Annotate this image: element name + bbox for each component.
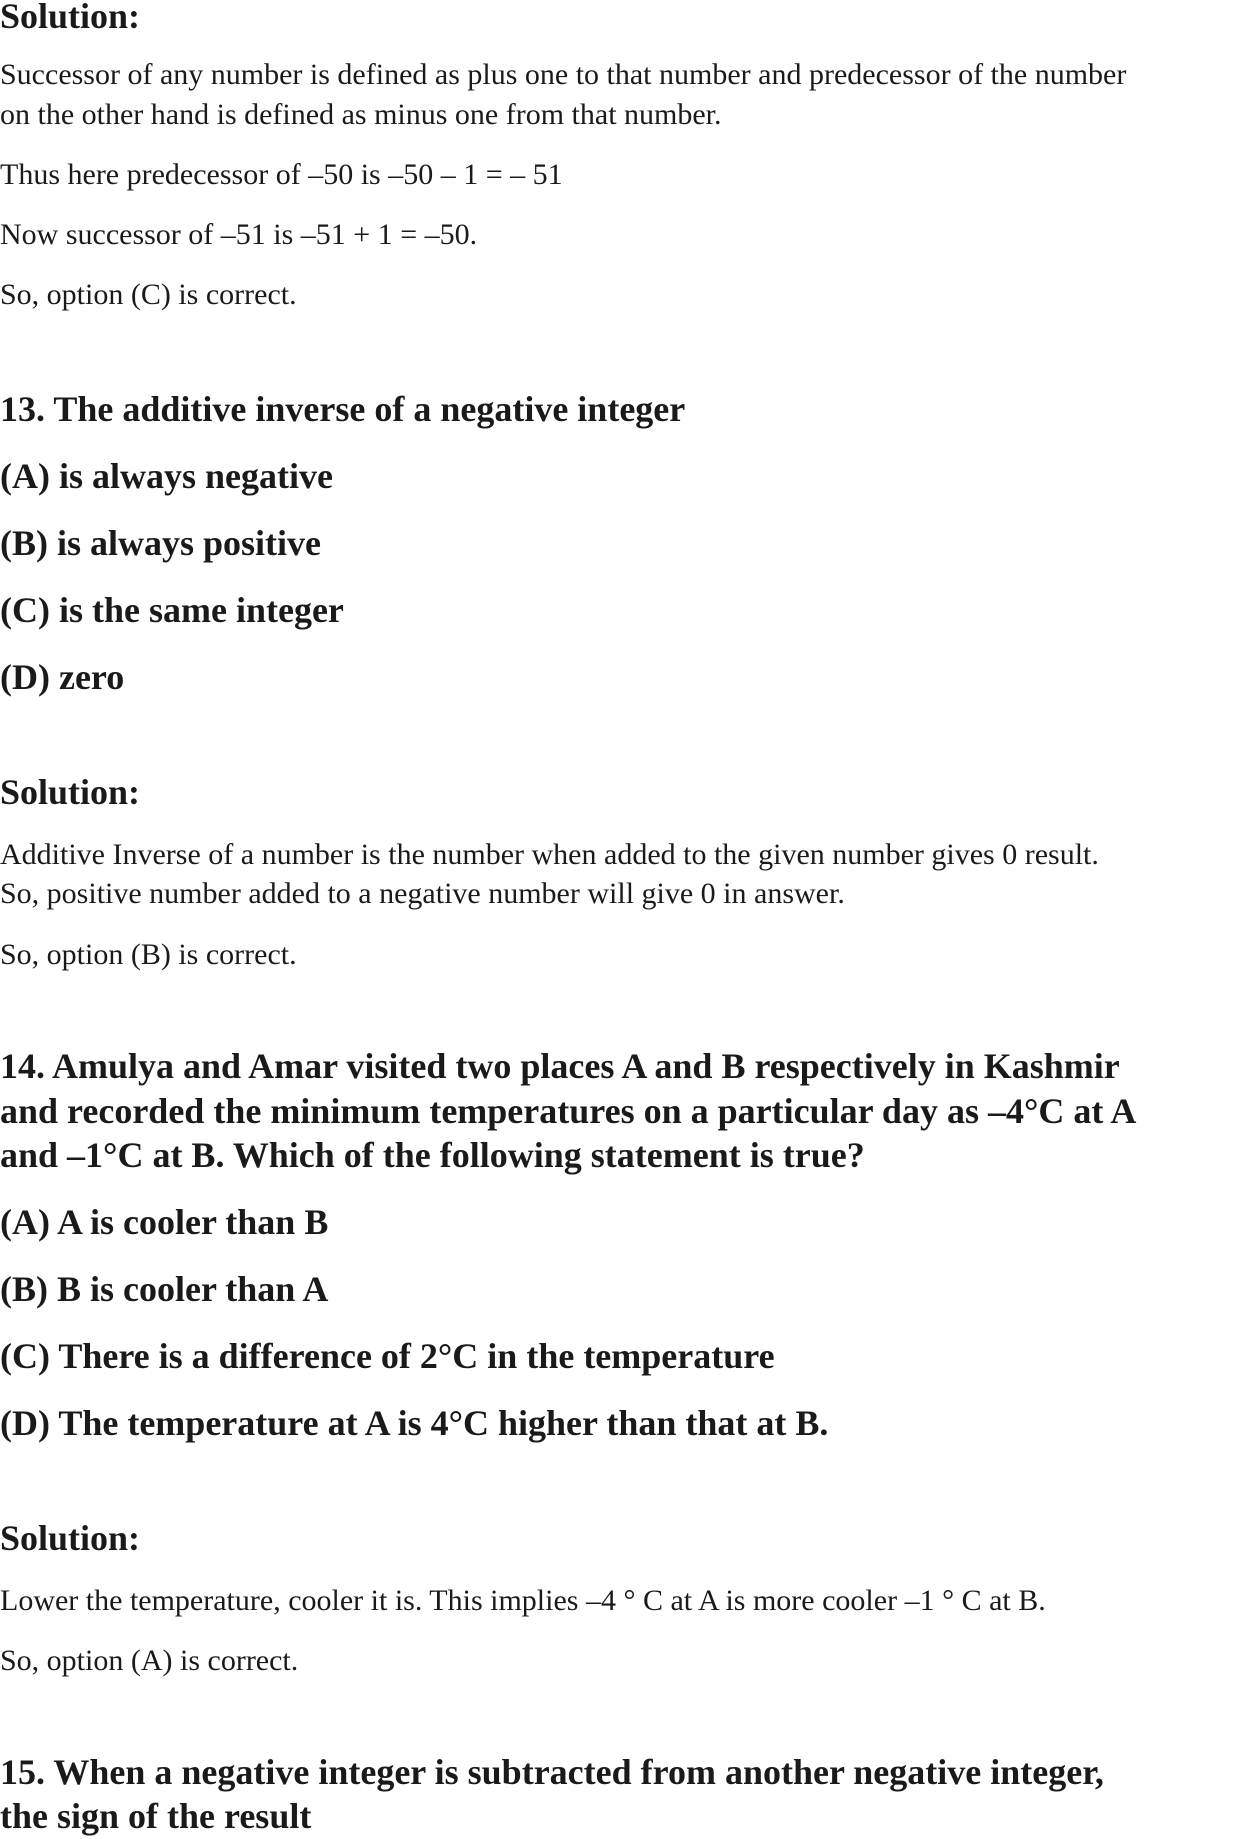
solution-text: Successor of any number is defined as plus one to that number and predecessor of the number [0, 58, 1127, 91]
solution-answer: So, option (C) is correct. [0, 278, 297, 311]
option-d: (D) zero [0, 657, 125, 697]
option-c: (C) There is a difference of 2°C in the temperature [0, 1336, 775, 1376]
question-15: 15. When a negative integer is subtracted from another negative integer, [0, 1752, 1104, 1792]
question-13: 13. The additive inverse of a negative integer [0, 389, 686, 429]
solution-heading: Solution: [0, 1518, 141, 1558]
solution-text: Thus here predecessor of –50 is –50 – 1 = – 51 [0, 158, 563, 191]
option-a: (A) is always negative [0, 456, 333, 496]
solution-heading: Solution: [0, 0, 141, 36]
solution-text: on the other hand is defined as minus one from that number. [0, 98, 722, 131]
option-c: (C) is the same integer [0, 590, 344, 630]
solution-text: Additive Inverse of a number is the number when added to the given number gives 0 result. [0, 838, 1099, 871]
solution-text: So, positive number added to a negative number will give 0 in answer. [0, 877, 845, 910]
question-14: and –1°C at B. Which of the following statement is true? [0, 1135, 865, 1175]
solution-text: Lower the temperature, cooler it is. This implies –4 ° C at A is more cooler –1 ° C at B. [0, 1584, 1046, 1617]
option-a: (A) A is cooler than B [0, 1202, 329, 1242]
solution-answer: So, option (A) is correct. [0, 1644, 299, 1677]
option-b: (B) B is cooler than A [0, 1269, 329, 1309]
solution-text: Now successor of –51 is –51 + 1 = –50. [0, 218, 478, 251]
solution-answer: So, option (B) is correct. [0, 938, 297, 971]
option-b: (B) is always positive [0, 523, 322, 563]
option-d: (D) The temperature at A is 4°C higher than that at B. [0, 1403, 829, 1443]
question-14: and recorded the minimum temperatures on a particular day as –4°C at A [0, 1091, 1137, 1131]
question-14: 14. Amulya and Amar visited two places A and B respectively in Kashmir [0, 1046, 1120, 1086]
solution-heading: Solution: [0, 772, 141, 812]
question-15: the sign of the result [0, 1796, 312, 1836]
